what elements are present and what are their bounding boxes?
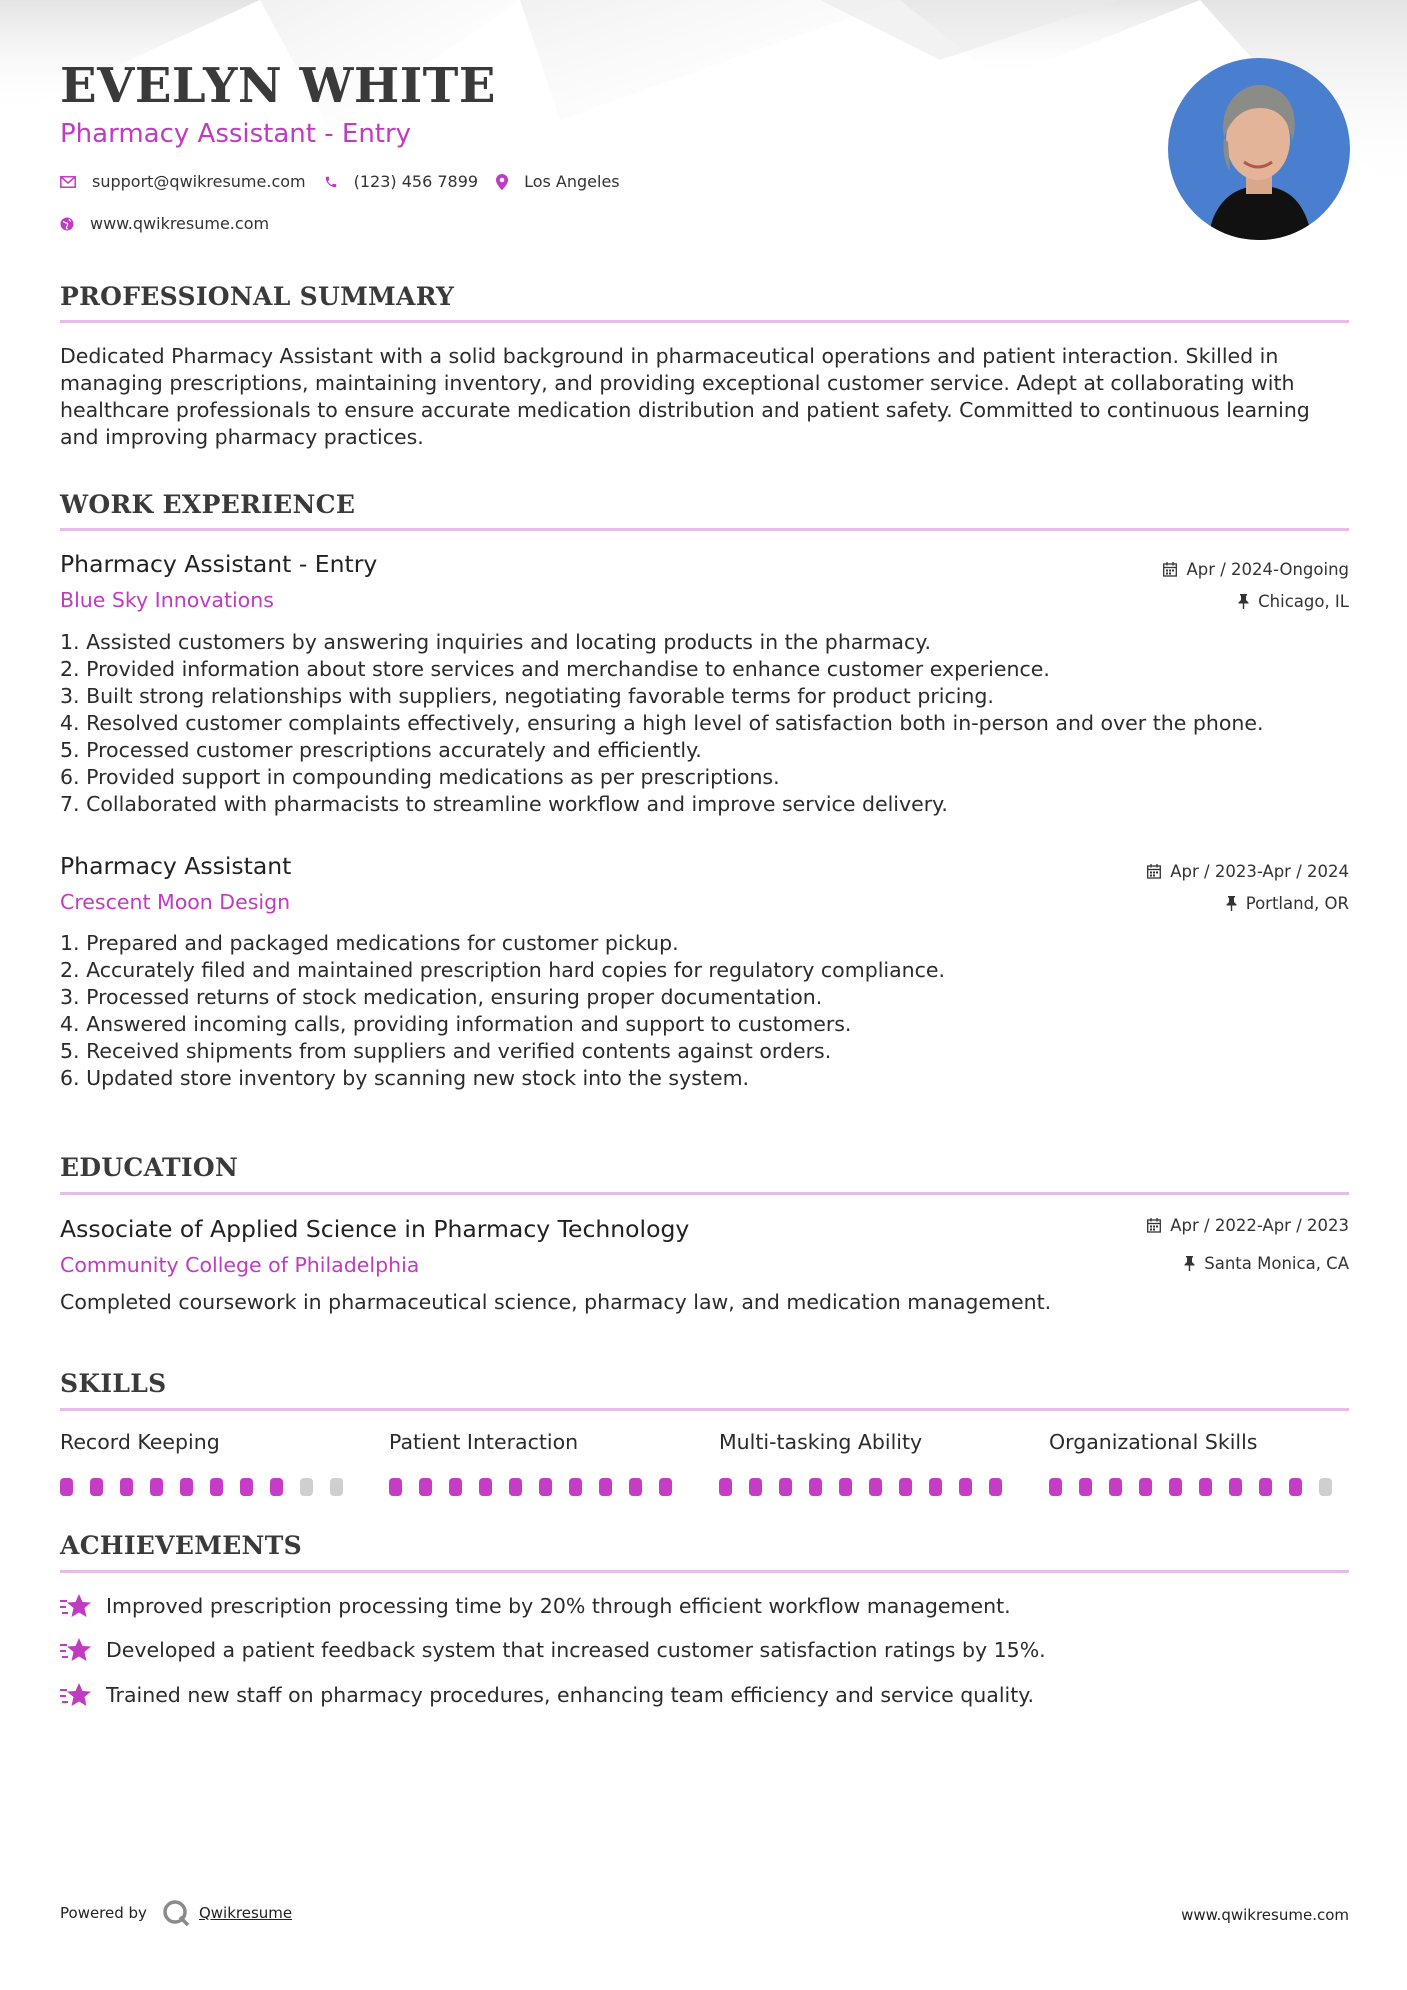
list-item: 3. Built strong relationships with suppliers, negotiating favorable terms for product pricing. <box>60 684 994 708</box>
job-dates <box>1147 862 1349 881</box>
qwikresume-logo-icon <box>161 1898 191 1928</box>
contact-row <box>60 172 638 191</box>
rating-dot-empty <box>330 1478 343 1496</box>
contact-row-website <box>60 214 287 233</box>
summary-text: Dedicated Pharmacy Assistant with a solid background in pharmaceutical operations and patient interaction. Skilled in managing prescriptions, maintaining inventory, and providing exceptional customer service. Adept at collaborating with healthcare professionals to ensure accurate medication distribution and patient safety. Committed to continuous learning and improving pharmacy practices. <box>60 344 1310 449</box>
achievement-text: Trained new staff on pharmacy procedures, enhancing team efficiency and service quality. <box>106 1683 1035 1707</box>
skill-label: Organizational Skills <box>1049 1430 1258 1454</box>
rating-dot-filled <box>240 1478 253 1496</box>
calendar-icon <box>1163 562 1177 577</box>
rating-dot-filled <box>90 1478 103 1496</box>
rating-dot-empty <box>1319 1478 1332 1496</box>
rating-dot-filled <box>419 1478 432 1496</box>
rating-dot-filled <box>869 1478 882 1496</box>
achievement-item <box>60 1682 1034 1708</box>
rating-dot-empty <box>300 1478 313 1496</box>
section-heading-skills: SKILLS <box>60 1369 167 1398</box>
job-dates <box>1163 560 1349 579</box>
list-item: 4. Resolved customer complaints effectively, ensuring a high level of satisfaction both in-person and over the phone. <box>60 711 1264 735</box>
job-title: Pharmacy Assistant - Entry <box>60 550 378 578</box>
phone-icon <box>324 175 338 189</box>
calendar-icon <box>1147 864 1161 879</box>
section-divider <box>60 1408 1349 1411</box>
education-degree: Associate of Applied Science in Pharmacy Technology <box>60 1215 690 1243</box>
education-location-text: Santa Monica, CA <box>1204 1254 1349 1273</box>
job-title: Pharmacy Assistant <box>60 852 292 880</box>
section-divider <box>60 320 1349 323</box>
education-dates-text: Apr / 2022-Apr / 2023 <box>1170 1216 1349 1235</box>
rating-dot-filled <box>1259 1478 1272 1496</box>
rating-dot-filled <box>599 1478 612 1496</box>
skill-multi-tasking-ability <box>719 1430 1019 1496</box>
skill-record-keeping <box>60 1430 360 1496</box>
job-location-text: Chicago, IL <box>1258 592 1349 611</box>
section-heading-education: EDUCATION <box>60 1153 239 1182</box>
pushpin-icon <box>1238 594 1249 609</box>
rating-dot-filled <box>809 1478 822 1496</box>
rating-dot-filled <box>719 1478 732 1496</box>
contact-email[interactable] <box>60 172 306 191</box>
rating-dot-filled <box>1109 1478 1122 1496</box>
list-item: 2. Accurately filed and maintained prescription hard copies for regulatory compliance. <box>60 958 946 982</box>
education-dates <box>1147 1216 1349 1235</box>
rating-dot-filled <box>150 1478 163 1496</box>
contact-website[interactable] <box>60 214 269 233</box>
rating-dot-filled <box>779 1478 792 1496</box>
phone-text: (123) 456 7899 <box>353 172 479 191</box>
rating-dot-filled <box>1139 1478 1152 1496</box>
section-divider <box>60 1570 1349 1573</box>
section-divider <box>60 528 1349 531</box>
rating-dot-filled <box>1199 1478 1212 1496</box>
star-icon <box>60 1682 92 1708</box>
rating-dot-filled <box>899 1478 912 1496</box>
skill-label: Multi-tasking Ability <box>719 1430 923 1454</box>
email-text: support@qwikresume.com <box>92 172 306 191</box>
list-item: 5. Received shipments from suppliers and verified contents against orders. <box>60 1039 832 1063</box>
envelope-icon <box>60 176 76 188</box>
list-item: 4. Answered incoming calls, providing information and support to customers. <box>60 1012 852 1036</box>
website-text: www.qwikresume.com <box>90 214 270 233</box>
job-location <box>1226 894 1349 913</box>
rating-dot-filled <box>1229 1478 1242 1496</box>
footer-branding <box>60 1898 292 1928</box>
list-item: 5. Processed customer prescriptions accurately and efficiently. <box>60 738 702 762</box>
contact-location <box>496 172 620 191</box>
skill-rating <box>60 1478 360 1496</box>
list-item: 3. Processed returns of stock medication, ensuring proper documentation. <box>60 985 823 1009</box>
profile-photo <box>1168 58 1350 240</box>
rating-dot-filled <box>1079 1478 1092 1496</box>
education-location <box>1184 1254 1349 1273</box>
contact-phone[interactable] <box>324 172 478 191</box>
skill-patient-interaction <box>389 1430 689 1496</box>
rating-dot-filled <box>449 1478 462 1496</box>
rating-dot-filled <box>959 1478 972 1496</box>
achievement-text: Improved prescription processing time by 20% through efficient workflow management. <box>106 1594 1011 1618</box>
rating-dot-filled <box>60 1478 73 1496</box>
job-dates-text: Apr / 2024-Ongoing <box>1186 560 1349 579</box>
job-responsibilities <box>60 629 1349 818</box>
list-item: 7. Collaborated with pharmacists to streamline workflow and improve service delivery. <box>60 792 948 816</box>
rating-dot-filled <box>1169 1478 1182 1496</box>
rating-dot-filled <box>659 1478 672 1496</box>
location-text: Los Angeles <box>524 172 620 191</box>
achievement-item <box>60 1637 1046 1663</box>
candidate-title: Pharmacy Assistant - Entry <box>60 119 412 149</box>
rating-dot-filled <box>839 1478 852 1496</box>
rating-dot-filled <box>989 1478 1002 1496</box>
star-icon <box>60 1593 92 1619</box>
rating-dot-filled <box>389 1478 402 1496</box>
map-pin-icon <box>496 174 508 190</box>
skill-label: Patient Interaction <box>389 1430 579 1454</box>
skill-label: Record Keeping <box>60 1430 220 1454</box>
pushpin-icon <box>1184 1256 1195 1271</box>
skill-rating <box>719 1478 1019 1496</box>
rating-dot-filled <box>749 1478 762 1496</box>
qwikresume-link[interactable]: Qwikresume <box>198 1904 293 1922</box>
rating-dot-filled <box>120 1478 133 1496</box>
pushpin-icon <box>1226 896 1237 911</box>
rating-dot-filled <box>270 1478 283 1496</box>
skill-rating <box>1049 1478 1349 1496</box>
list-item: 6. Updated store inventory by scanning new stock into the system. <box>60 1066 750 1090</box>
rating-dot-filled <box>1289 1478 1302 1496</box>
rating-dot-filled <box>569 1478 582 1496</box>
job-company: Blue Sky Innovations <box>60 588 274 612</box>
globe-icon <box>60 217 74 231</box>
rating-dot-filled <box>929 1478 942 1496</box>
job-location <box>1238 592 1349 611</box>
education-description: Completed coursework in pharmaceutical science, pharmacy law, and medication management. <box>60 1290 1052 1314</box>
powered-by-label: Powered by <box>60 1904 147 1922</box>
job-location-text: Portland, OR <box>1245 894 1349 913</box>
rating-dot-filled <box>210 1478 223 1496</box>
star-icon <box>60 1637 92 1663</box>
list-item: 6. Provided support in compounding medications as per prescriptions. <box>60 765 780 789</box>
list-item: 1. Prepared and packaged medications for customer pickup. <box>60 931 679 955</box>
education-school: Community College of Philadelphia <box>60 1253 420 1277</box>
list-item: 2. Provided information about store services and merchandise to enhance customer experience. <box>60 657 1050 681</box>
rating-dot-filled <box>539 1478 552 1496</box>
rating-dot-filled <box>629 1478 642 1496</box>
list-item: 1. Assisted customers by answering inquiries and locating products in the pharmacy. <box>60 630 931 654</box>
section-heading-summary: PROFESSIONAL SUMMARY <box>60 282 455 311</box>
calendar-icon <box>1147 1218 1161 1233</box>
candidate-name: EVELYN WHITE <box>60 58 496 114</box>
section-heading-achievements: ACHIEVEMENTS <box>60 1531 302 1560</box>
skill-rating <box>389 1478 689 1496</box>
achievement-item <box>60 1593 1011 1619</box>
achievement-text: Developed a patient feedback system that increased customer satisfaction ratings by 15%. <box>106 1638 1046 1662</box>
job-dates-text: Apr / 2023-Apr / 2024 <box>1170 862 1349 881</box>
footer-website[interactable]: www.qwikresume.com <box>1181 1906 1349 1924</box>
rating-dot-filled <box>180 1478 193 1496</box>
section-divider <box>60 1192 1349 1195</box>
skill-organizational-skills <box>1049 1430 1349 1496</box>
rating-dot-filled <box>1049 1478 1062 1496</box>
job-company: Crescent Moon Design <box>60 890 291 914</box>
rating-dot-filled <box>509 1478 522 1496</box>
section-heading-experience: WORK EXPERIENCE <box>60 490 356 519</box>
rating-dot-filled <box>479 1478 492 1496</box>
job-responsibilities <box>60 930 1349 1092</box>
